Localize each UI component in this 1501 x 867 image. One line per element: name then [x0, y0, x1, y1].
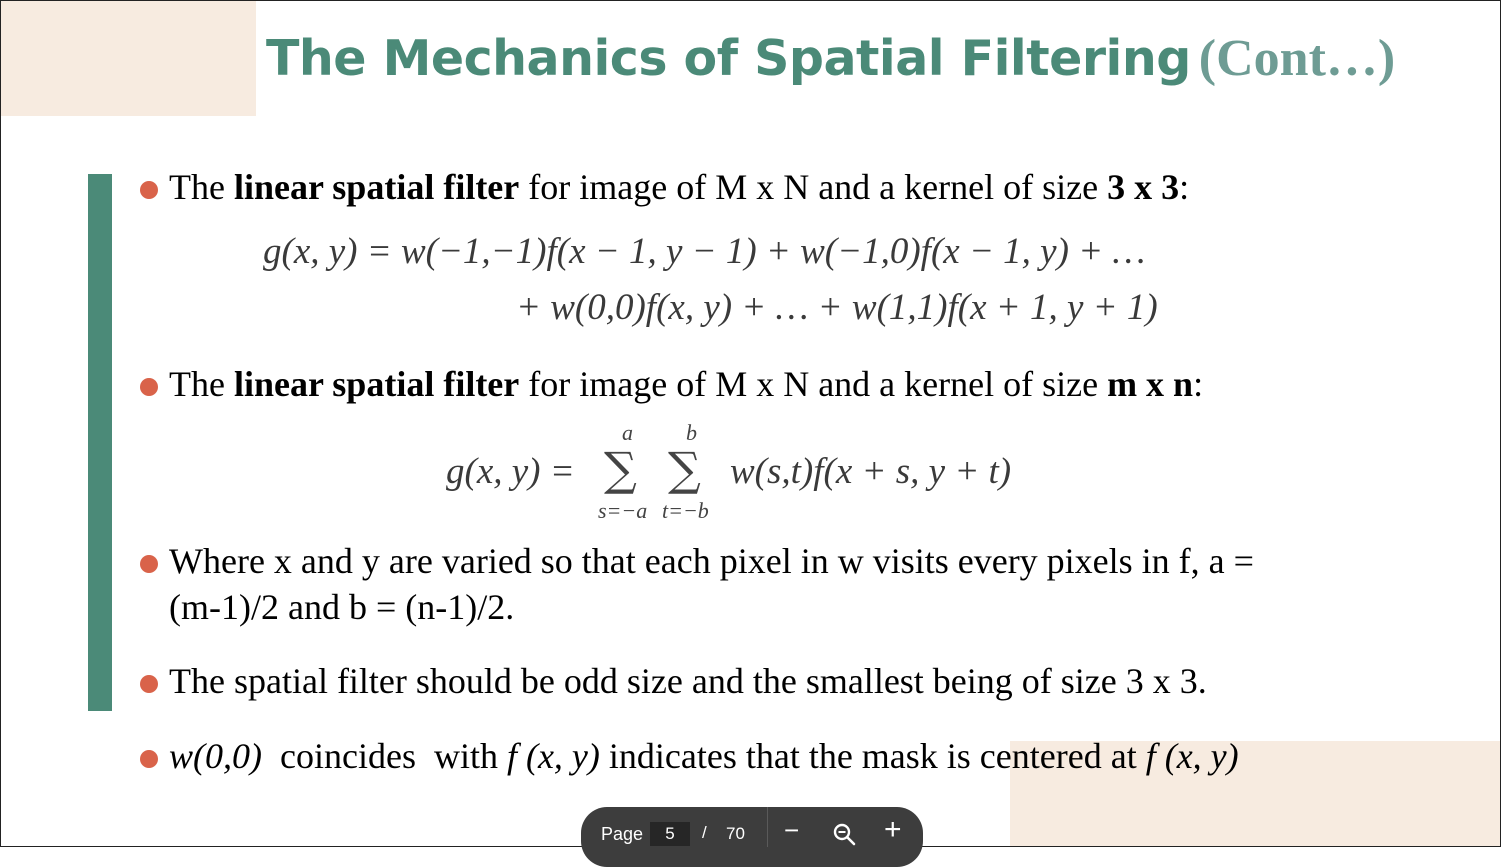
sum-1-upper: a	[622, 420, 633, 445]
slide-title	[266, 24, 1395, 92]
bullet-text-line-2: (m-1)/2 and b = (n-1)/2.	[169, 587, 515, 627]
zoom-out-button[interactable]: −	[784, 815, 800, 845]
equation-1-line-2: + w(0,0)f(x, y) + … + w(1,1)f(x + 1, y + 1)	[516, 287, 1158, 328]
sum-2-upper: b	[686, 420, 697, 445]
bullet-dot-icon	[140, 181, 158, 199]
bullet-text: The spatial filter should be odd size and the smallest being of size 3 x 3.	[169, 661, 1207, 701]
zoom-in-button[interactable]: +	[884, 813, 902, 846]
toolbar-divider	[767, 807, 768, 847]
equation-2-lhs: g(x, y) =	[446, 451, 575, 492]
equation-2-rhs: w(s,t)f(x + s, y + t)	[730, 451, 1012, 492]
pdf-page-toolbar	[581, 807, 923, 867]
bullet-text: The linear spatial filter for image of M x N and a kernel of size m x n:	[169, 364, 1204, 404]
bullet-dot-icon	[140, 555, 158, 573]
page-separator: /	[702, 823, 707, 842]
page-label: Page	[601, 824, 644, 844]
equation-1-line-1: g(x, y) = w(−1,−1)f(x − 1, y − 1) + w(−1,0)f(x − 1, y) + …	[263, 231, 1146, 272]
bullet-text: The linear spatial filter for image of M x N and a kernel of size 3 x 3:	[169, 167, 1190, 207]
zoom-magnifier-icon[interactable]	[832, 822, 856, 846]
page-number-input[interactable]: 5	[650, 822, 690, 846]
sum-1-lower: s=−a	[598, 498, 648, 523]
bullet-text: w(0,0) coincides with f (x, y) indicates that the mask is centered at f (x, y)	[169, 736, 1239, 776]
corner-decoration-top-left	[1, 1, 256, 116]
bullet-dot-icon	[140, 378, 158, 396]
side-accent-bar	[88, 174, 112, 711]
slide-title-main: The Mechanics of Spatial Filtering	[266, 30, 1191, 87]
sum-2-sigma-icon: ∑	[668, 442, 701, 496]
bullet-dot-icon	[140, 750, 158, 768]
bullet-dot-icon	[140, 675, 158, 693]
bullet-text-line-1: Where x and y are varied so that each pixel in w visits every pixels in f, a =	[169, 541, 1254, 581]
sum-2-lower: t=−b	[662, 498, 709, 523]
page-total: 70	[726, 824, 745, 843]
slide-title-cont: (Cont…)	[1198, 30, 1396, 87]
sum-1-sigma-icon: ∑	[604, 442, 637, 496]
